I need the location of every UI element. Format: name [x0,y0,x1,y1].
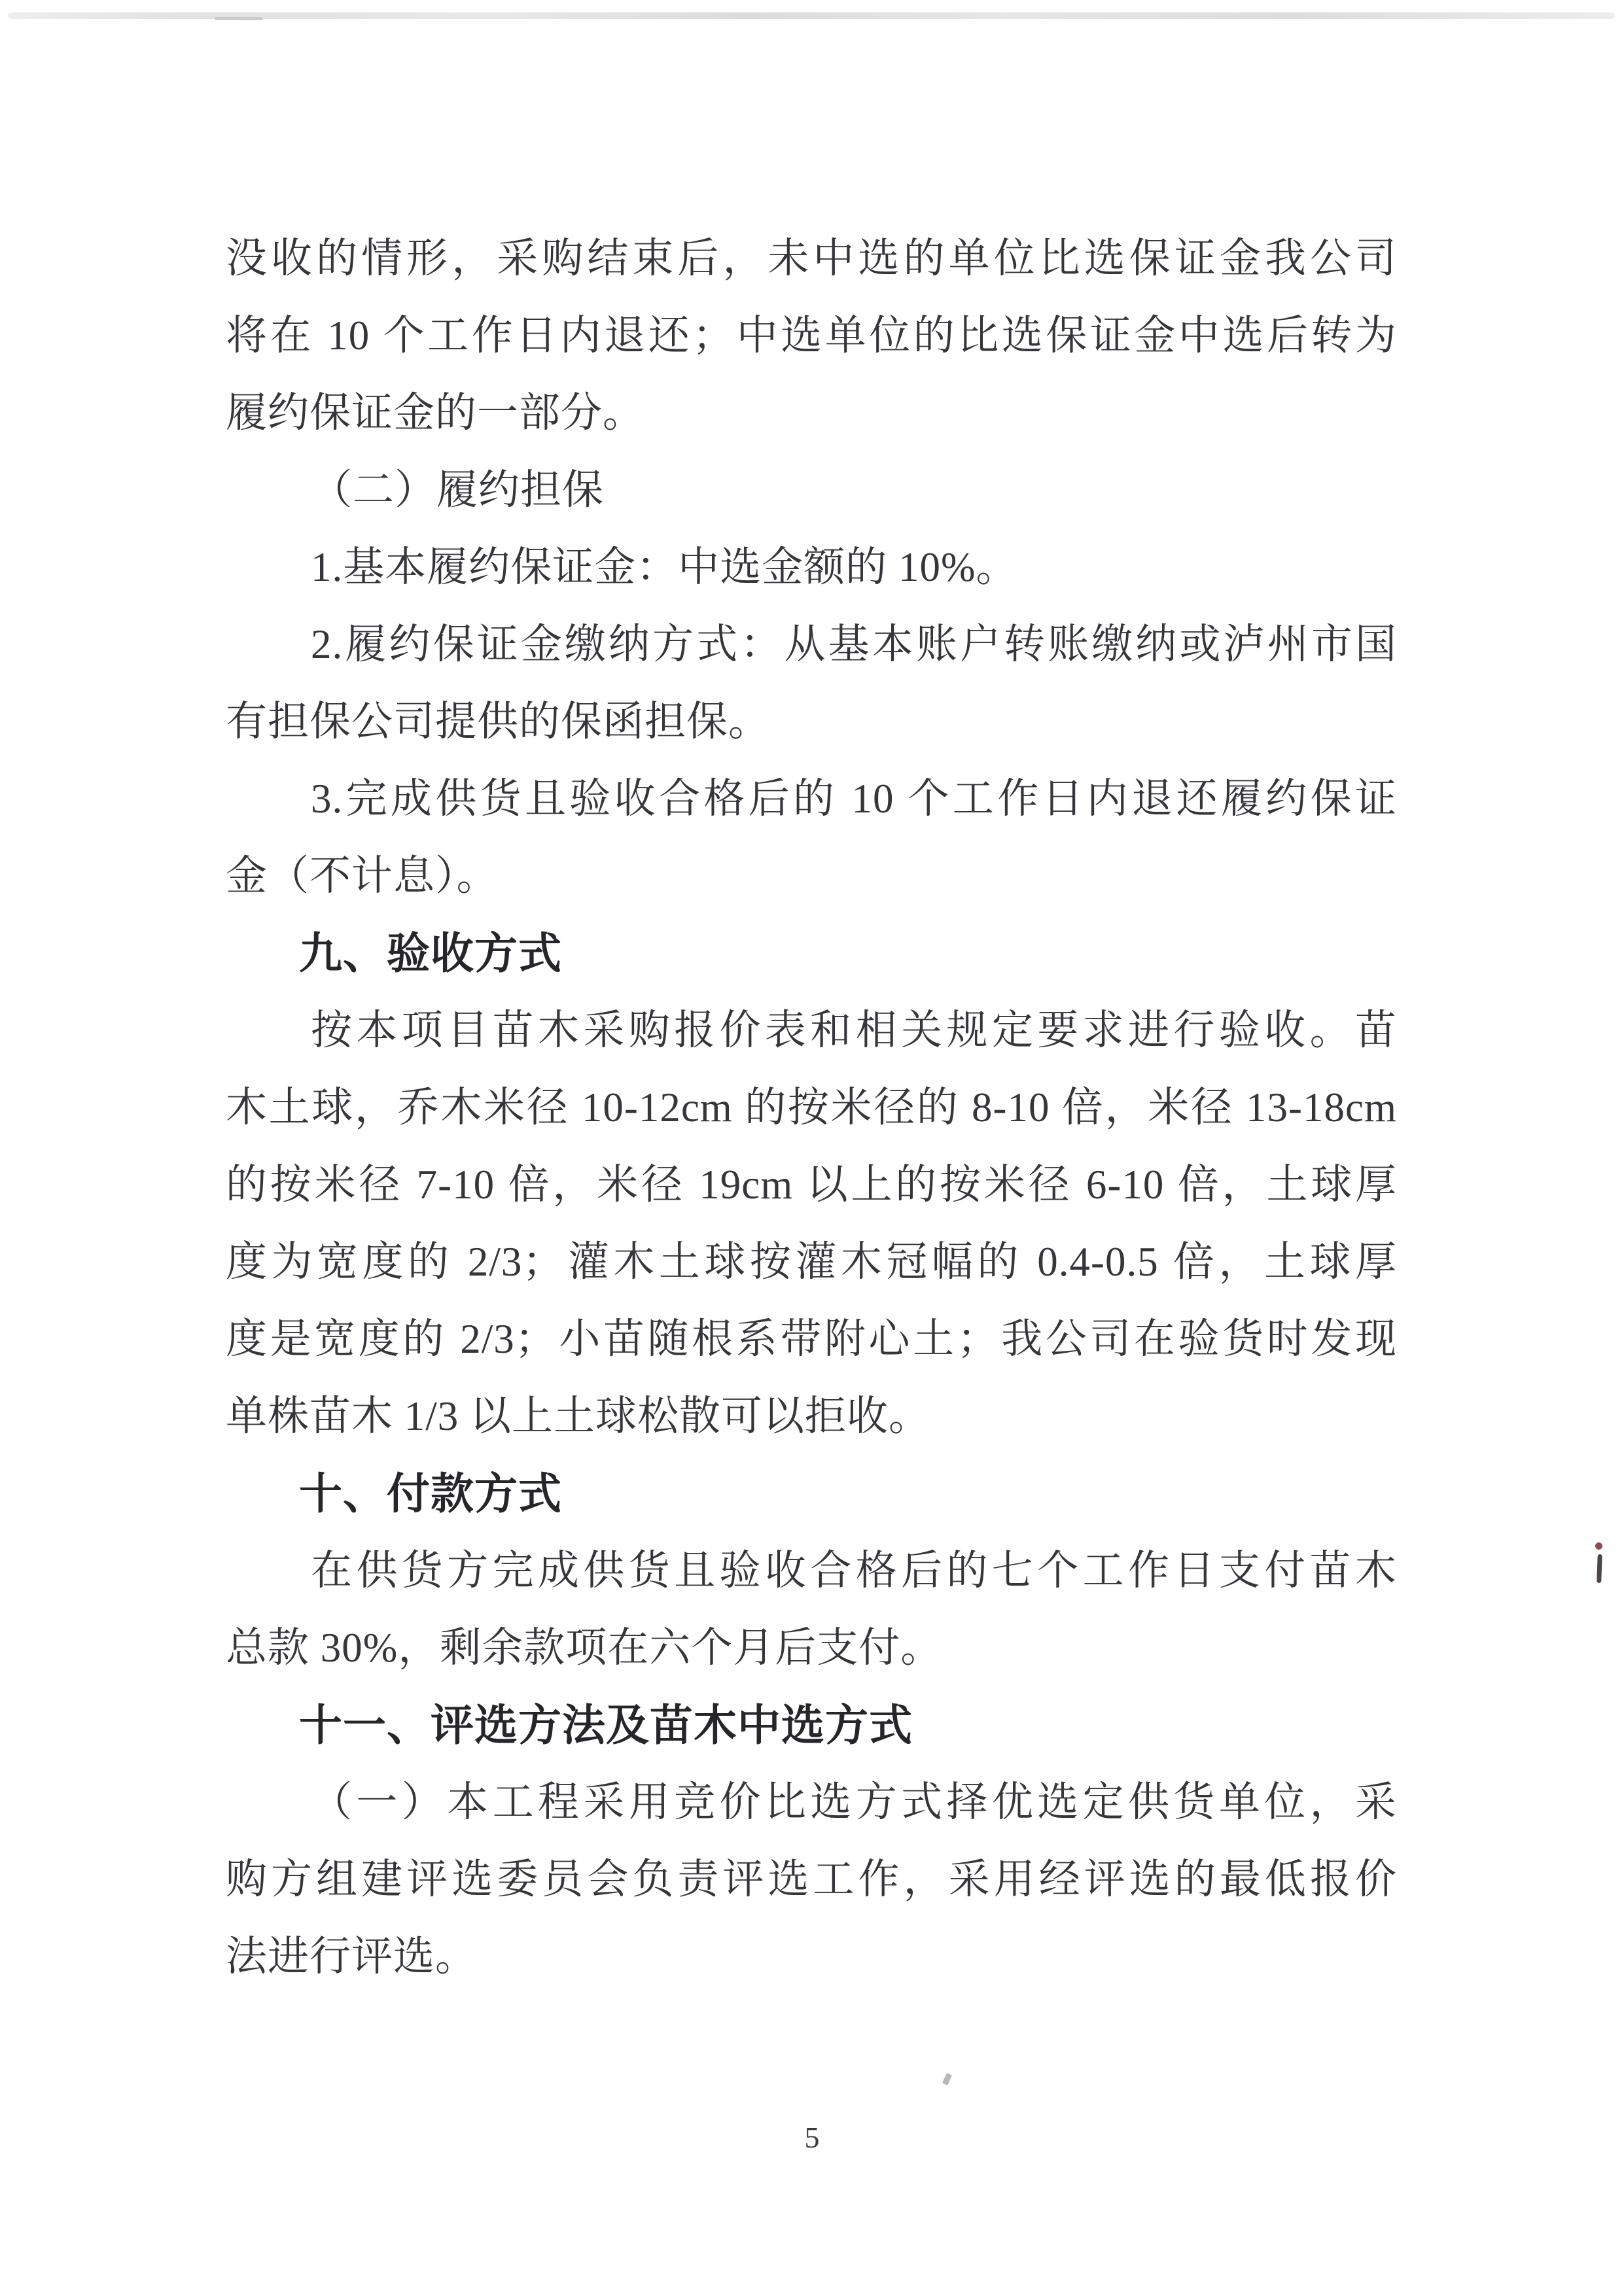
text-line: 十一、评选方法及苗木中选方式 [299,1701,913,1749]
text-line: 九、验收方式 [299,929,562,977]
text-line: 2.履约保证金缴纳方式：从基本账户转账缴纳或泸州市国 [311,621,1397,667]
text-line: （一）本工程采用竞价比选方式择优选定供货单位，采 [311,1779,1397,1825]
text-line: 的按米径 7-10 倍，米径 19cm 以上的按米径 6-10 倍，土球厚 [226,1162,1397,1208]
text-line: 度是宽度的 2/3；小苗随根系带附心土；我公司在验货时发现 [226,1316,1397,1362]
text-line: 木土球，乔木米径 10-12cm 的按米径的 8-10 倍，米径 13-18cm [226,1085,1397,1130]
text-line: 有担保公司提供的保函担保。 [226,699,770,744]
text-line: 金（不计息）。 [226,853,499,899]
text-line: 履约保证金的一部分。 [226,390,644,436]
text-line: 没收的情形，采购结束后，未中选的单位比选保证金我公司 [226,235,1397,281]
text-line: 单株苗木 1/3 以上土球松散可以拒收。 [226,1393,931,1439]
scanner-edge-dash-artifact [215,17,263,20]
text-line: 购方组建评选委员会负责评选工作，采用经评选的最低报价 [226,1856,1397,1902]
margin-ink-dot [1595,1542,1602,1550]
text-line: 十、付款方式 [299,1469,562,1518]
ink-speck [942,2073,952,2085]
text-line: 将在 10 个工作日内退还；中选单位的比选保证金中选后转为 [226,313,1397,358]
text-line: 度为宽度的 2/3；灌木土球按灌木冠幅的 0.4-0.5 倍，土球厚 [226,1239,1397,1285]
text-line: 在供货方完成供货且验收合格后的七个工作日支付苗木 [311,1548,1397,1593]
text-line: 1.基本履约保证金：中选金额的 10%。 [311,544,1018,590]
page-number: 5 [804,2121,820,2154]
text-line: （二）履约担保 [311,467,604,513]
text-line: 法进行评选。 [226,1934,477,1979]
text-line: 按本项目苗木采购报价表和相关规定要求进行验收。苗 [311,1007,1397,1053]
document-body [226,220,1397,1995]
margin-ink-stroke [1597,1554,1602,1583]
text-line: 总款 30%，剩余款项在六个月后支付。 [226,1625,943,1671]
text-line: 3.完成供货且验收合格后的 10 个工作日内退还履约保证 [311,776,1397,822]
